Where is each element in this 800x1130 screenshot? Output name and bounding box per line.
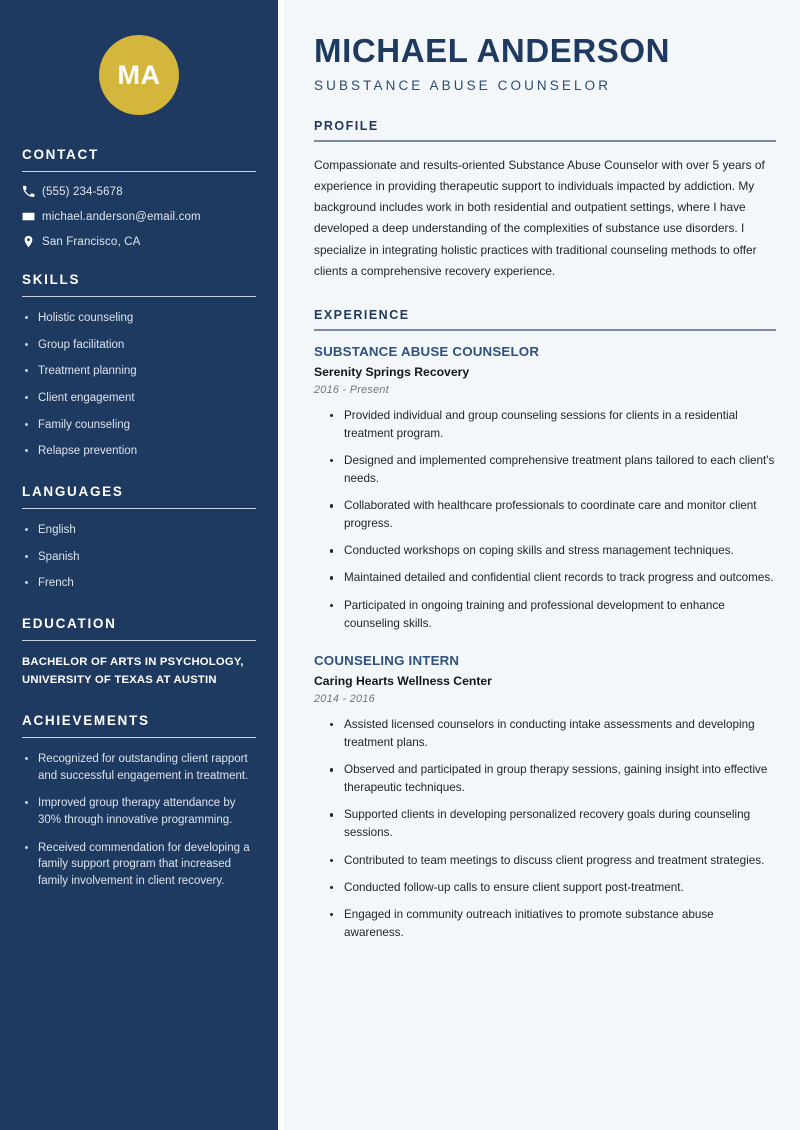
- envelope-icon: [22, 210, 42, 223]
- avatar-wrap: [22, 0, 256, 147]
- list-item: Provided individual and group counseling sessions for clients in a residential treatment program.: [330, 407, 776, 443]
- experience-divider: [314, 329, 776, 331]
- languages-divider: [22, 508, 256, 509]
- experience-entry: [314, 344, 776, 633]
- job-dates: 2016 - Present: [314, 383, 390, 396]
- education-entry: BACHELOR OF ARTS IN PSYCHOLOGY, UNIVERSITY OF TEXAS AT AUSTIN: [22, 656, 244, 686]
- profile-text: Compassionate and results-oriented Substance Abuse Counselor with over 5 years of experience in providing therapeutic support to individuals impacted by addiction. My background includes work in both residential and outpatient settings, where I have developed a deep understanding of the complexities of substance use disorders. I specialize in integrating holistic practices with traditional counseling methods to offer clients a comprehensive recovery experience.: [314, 157, 765, 278]
- contact-email-value: michael.anderson@email.com: [42, 210, 201, 223]
- skills-heading: SKILLS: [22, 272, 81, 287]
- list-item: Participated in ongoing training and professional development to enhance counseling skills.: [330, 597, 776, 633]
- list-item: Received commendation for developing a family support program that increased family involvement in client recovery.: [22, 840, 256, 890]
- professional-title: SUBSTANCE ABUSE COUNSELOR: [314, 78, 612, 94]
- page-title: MICHAEL ANDERSON: [314, 32, 671, 69]
- contact-heading: CONTACT: [22, 147, 99, 162]
- list-item: English: [22, 522, 256, 539]
- job-bullets: [314, 407, 776, 633]
- phone-icon: [22, 185, 42, 198]
- list-item: Recognized for outstanding client rapport and successful engagement in treatment.: [22, 751, 256, 784]
- job-bullets: [314, 716, 776, 942]
- list-item: Conducted follow-up calls to ensure client support post-treatment.: [330, 879, 776, 897]
- achievements-heading: ACHIEVEMENTS: [22, 713, 150, 729]
- contact-phone-value: (555) 234-5678: [42, 185, 123, 198]
- skills-list: [22, 310, 256, 460]
- contact-location[interactable]: [22, 235, 256, 248]
- job-role: COUNSELING INTERN: [314, 652, 460, 668]
- list-item: Group facilitation: [22, 337, 256, 354]
- profile-heading: PROFILE: [314, 119, 379, 134]
- contact-location-value: San Francisco, CA: [42, 235, 141, 248]
- job-company: Caring Hearts Wellness Center: [314, 673, 492, 688]
- achievements-list: [22, 751, 256, 890]
- contact-phone[interactable]: [22, 185, 256, 198]
- list-item: Collaborated with healthcare professionals to coordinate care and monitor client progress.: [330, 497, 776, 533]
- languages-heading: LANGUAGES: [22, 484, 124, 500]
- education-section: [22, 616, 256, 689]
- list-item: Client engagement: [22, 390, 256, 407]
- list-item: French: [22, 575, 256, 592]
- list-item: Spanish: [22, 549, 256, 566]
- list-item: Observed and participated in group therapy sessions, gaining insight into effective therapeutic techniques.: [330, 761, 776, 797]
- avatar: MA: [99, 35, 179, 115]
- education-divider: [22, 640, 256, 641]
- list-item: Relapse prevention: [22, 443, 256, 460]
- job-role: SUBSTANCE ABUSE COUNSELOR: [314, 343, 540, 359]
- profile-divider: [314, 140, 776, 142]
- job-dates: 2014 - 2016: [314, 692, 375, 705]
- achievements-divider: [22, 737, 256, 738]
- list-item: Conducted workshops on coping skills and stress management techniques.: [330, 542, 776, 560]
- experience-section: [314, 308, 776, 942]
- contact-section: [22, 147, 256, 248]
- experience-entry: [314, 653, 776, 942]
- list-item: Improved group therapy attendance by 30% through innovative programming.: [22, 795, 256, 828]
- list-item: Supported clients in developing personalized recovery goals during counseling sessions.: [330, 806, 776, 842]
- sidebar: [0, 0, 278, 1130]
- list-item: Designed and implemented comprehensive treatment plans tailored to each client's needs.: [330, 452, 776, 488]
- list-item: Assisted licensed counselors in conducting intake assessments and developing treatment plans.: [330, 716, 776, 752]
- languages-list: [22, 522, 256, 592]
- achievements-section: [22, 713, 256, 890]
- job-company: Serenity Springs Recovery: [314, 364, 470, 379]
- list-item: Contributed to team meetings to discuss client progress and treatment strategies.: [330, 852, 776, 870]
- contact-divider: [22, 171, 256, 172]
- list-item: Holistic counseling: [22, 310, 256, 327]
- skills-divider: [22, 296, 256, 297]
- contact-email[interactable]: [22, 210, 256, 223]
- list-item: Maintained detailed and confidential client records to track progress and outcomes.: [330, 569, 776, 587]
- education-heading: EDUCATION: [22, 616, 117, 632]
- skills-section: [22, 272, 256, 460]
- list-item: Engaged in community outreach initiatives to promote substance abuse awareness.: [330, 906, 776, 942]
- list-item: Family counseling: [22, 417, 256, 434]
- main-content: [284, 0, 800, 1130]
- profile-section: [314, 119, 776, 282]
- list-item: Treatment planning: [22, 363, 256, 380]
- map-pin-icon: [22, 235, 42, 248]
- experience-heading: EXPERIENCE: [314, 308, 410, 323]
- languages-section: [22, 484, 256, 592]
